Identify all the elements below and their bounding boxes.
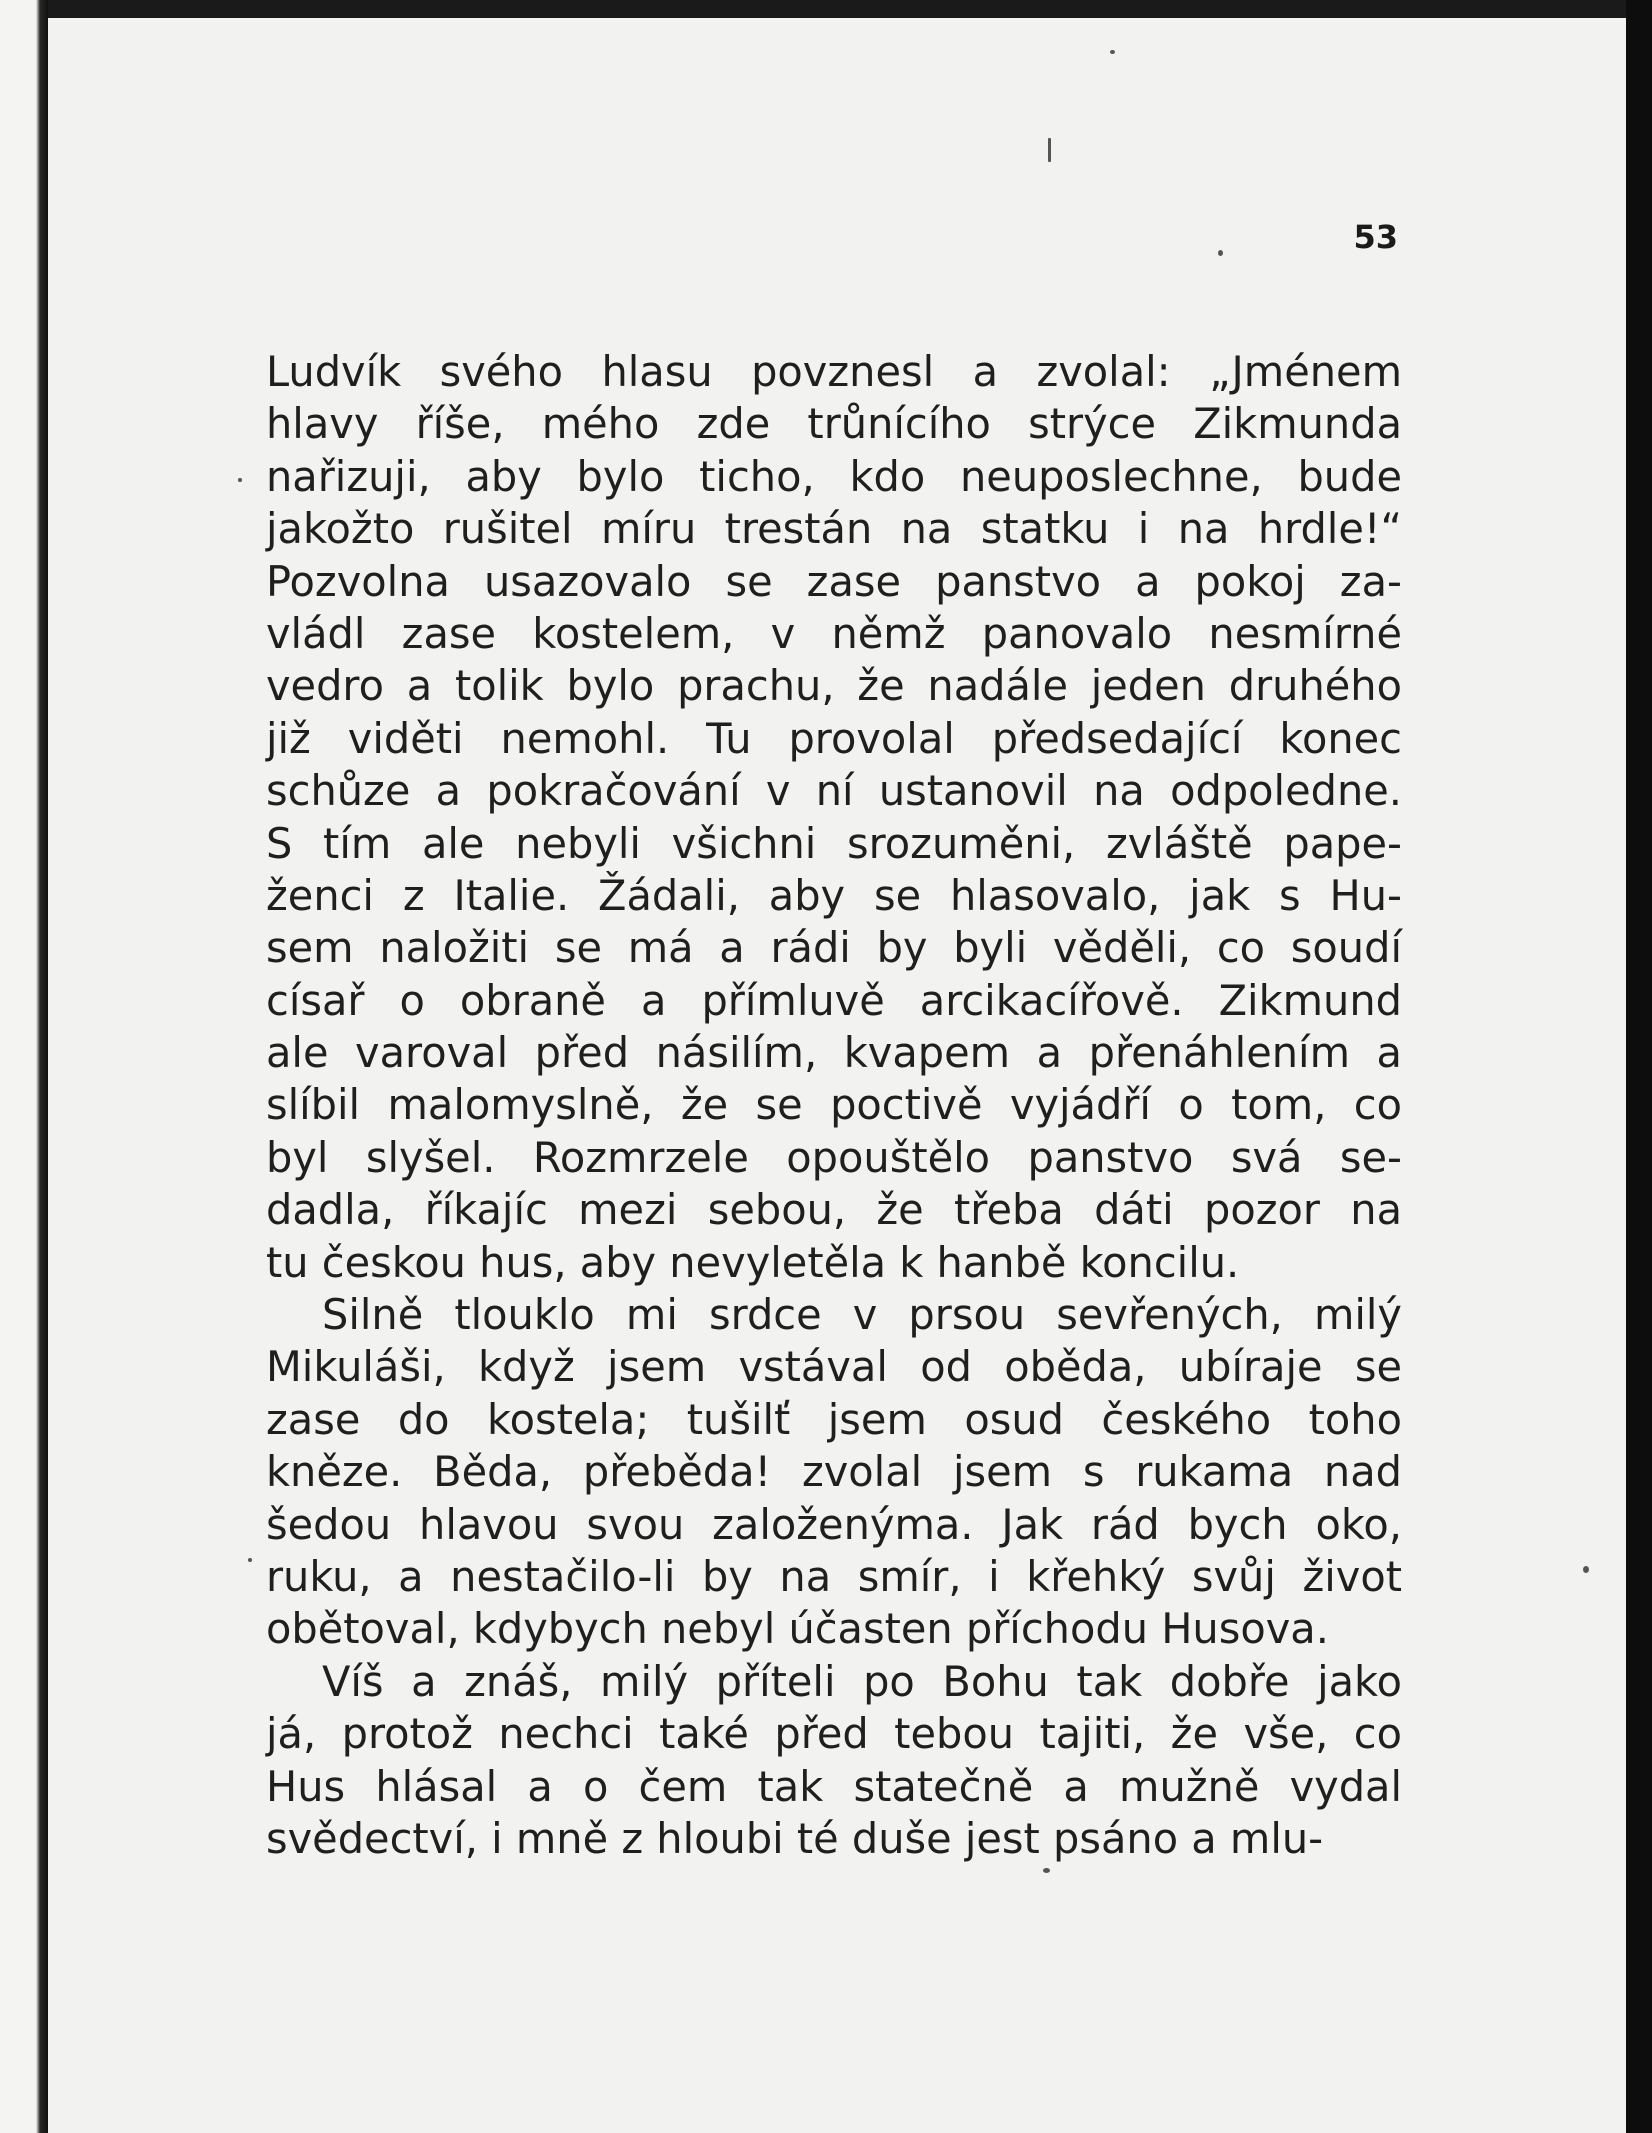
text-line: Víš a znáš, milý příteli po Bohu tak dobře jako <box>322 1656 1402 1706</box>
text-line: ale varoval před násilím, kvapem a přenáhlením a <box>266 1028 1402 1078</box>
text-line: vedro a tolik bylo prachu, že nadále jeden druhého <box>266 661 1402 711</box>
paper-speck <box>1583 1566 1589 1573</box>
text-line: císař o obraně a přímluvě arcikacířově. Zikmund <box>266 975 1402 1025</box>
text-line: hlavy říše, mého zde trůnícího strýce Zikmunda <box>266 399 1402 449</box>
text-line: byl slyšel. Rozmrzele opouštělo panstvo svá se- <box>266 1132 1402 1182</box>
text-line: kněze. Běda, přeběda! zvolal jsem s rukama nad <box>266 1447 1402 1497</box>
text-line: schůze a pokračování v ní ustanovil na odpoledne. <box>266 766 1402 816</box>
paper-speck <box>238 478 242 482</box>
text-line: dadla, říkajíc mezi sebou, že třeba dáti pozor na <box>266 1185 1402 1235</box>
text-line: ruku, a nestačilo-li by na smír, i křehký svůj život <box>266 1551 1402 1601</box>
text-line: Silně tlouklo mi srdce v prsou sevřených, milý <box>322 1290 1402 1340</box>
text-line: sem naložiti se má a rádi by byli věděli, co soudí <box>266 923 1402 973</box>
body-text <box>266 346 1402 1865</box>
text-line: svědectví, i mně z hloubi té duše jest psáno a mlu- <box>266 1813 1324 1863</box>
paper-mark <box>1048 138 1051 162</box>
right-binding-shadow <box>1626 0 1652 2133</box>
text-line: Pozvolna usazovalo se zase panstvo a pokoj za- <box>266 556 1402 606</box>
text-line: nařizuji, aby bylo ticho, kdo neuposlechne, bude <box>266 451 1402 501</box>
paper-speck <box>248 1558 252 1562</box>
text-line: Ludvík svého hlasu povznesl a zvolal: „Jménem <box>266 347 1402 396</box>
page-number: 53 <box>1353 218 1398 256</box>
text-line: šedou hlavou svou založenýma. Jak rád bych oko, <box>266 1499 1402 1549</box>
text-line: jakožto rušitel míru trestán na statku i na hrdle!“ <box>266 504 1402 554</box>
text-line: Hus hlásal a o čem tak statečně a mužně vydal <box>266 1761 1402 1811</box>
paper-speck <box>1110 50 1115 54</box>
text-line: ženci z Italie. Žádali, aby se hlasovalo, jak s Hu- <box>266 870 1402 920</box>
text-line: obětoval, kdybych nebyl účasten příchodu Husova. <box>266 1604 1329 1654</box>
text-line: zase do kostela; tušilť jsem osud českého toho <box>266 1394 1402 1444</box>
paper-speck <box>1218 250 1223 256</box>
left-page-edge <box>0 0 48 2133</box>
text-line: já, protož nechci také před tebou tajiti, že vše, co <box>266 1709 1402 1759</box>
text-line: již viděti nemohl. Tu provolal předsedající konec <box>266 713 1402 763</box>
text-line: S tím ale nebyli všichni srozuměni, zvláště pape- <box>266 818 1402 868</box>
text-line: tu českou hus, aby nevyletěla k hanbě koncilu. <box>266 1237 1240 1287</box>
text-line: slíbil malomyslně, že se poctivě vyjádří o tom, co <box>266 1080 1402 1130</box>
text-line: vládl zase kostelem, v němž panovalo nesmírné <box>266 608 1402 658</box>
text-line: Mikuláši, když jsem vstával od oběda, ubíraje se <box>266 1342 1402 1392</box>
paper-speck <box>1043 1868 1050 1873</box>
